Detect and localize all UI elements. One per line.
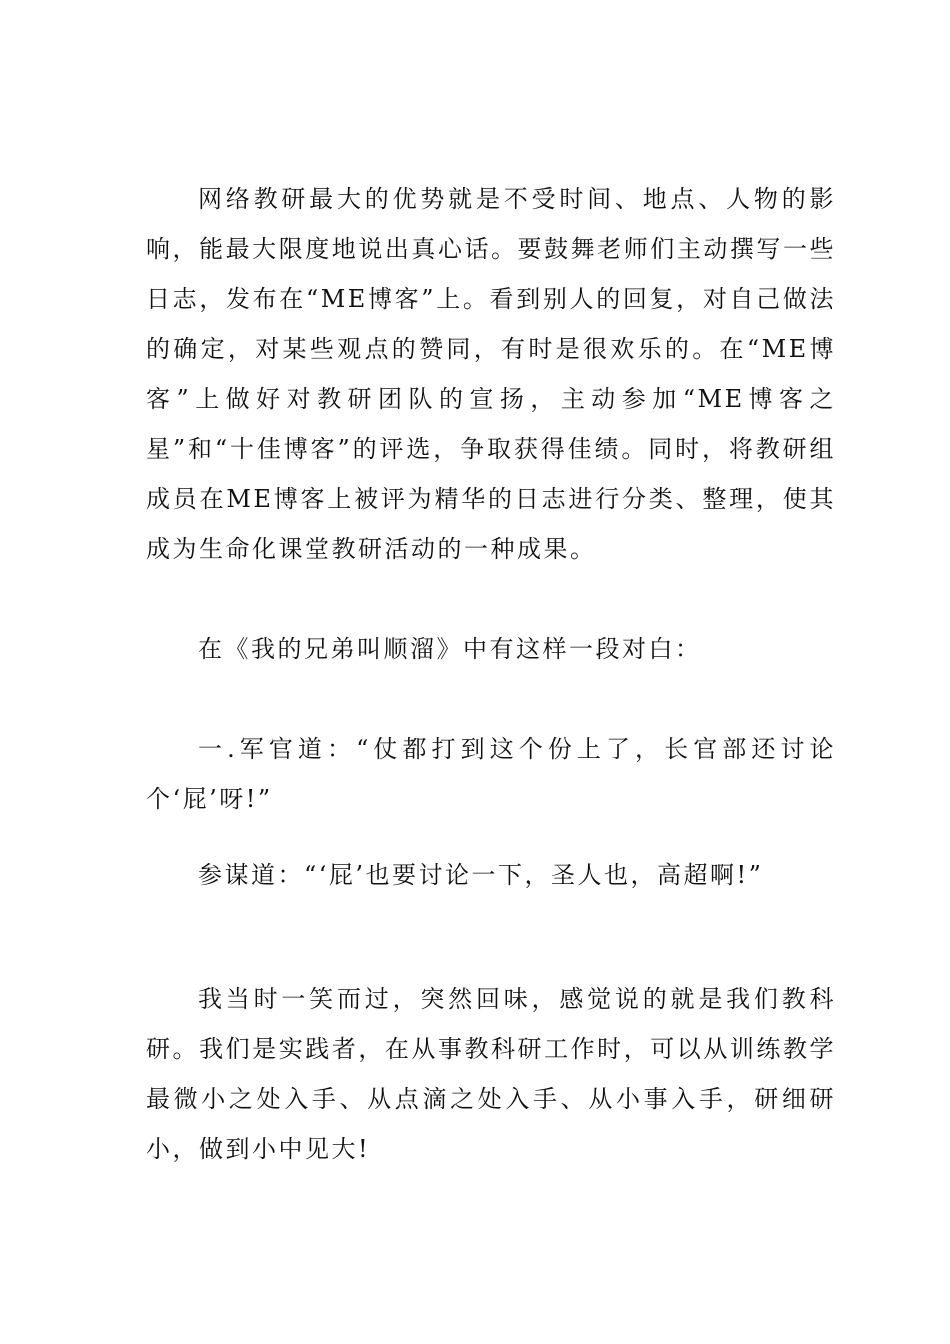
paragraph-staff-quote: 参谋道：“‘屁’也要讨论一下，圣人也，高超啊!” xyxy=(198,861,764,889)
paragraph-officer-quote: 一.军官道：“仗都打到这个份上了，长官部还讨论个‘屁’呀!” xyxy=(146,735,836,813)
paragraph-network-research: 网络教研最大的优势就是不受时间、地点、人物的影响，能最大限度地说出真心话。要鼓舞老师们主动撰写一些日志，发布在“ME博客”上。看到别人的回复，对自己做法的确定，对某些观点的赞同，有时是很欢乐的。在“ME博客”上做好对教研团队的宣扬，主动参加“ME博客之星”和“十佳博客”的评选，争取获得佳绩。同时，将教研组成员在ME博客上被评为精华的日志进行分类、整理，使其成为生命化课堂教研活动的一种成果。 xyxy=(146,185,836,563)
paragraph-reflection: 我当时一笑而过，突然回味，感觉说的就是我们教科研。我们是实践者，在从事教科研工作时，可以从训练教学最微小之处入手、从点滴之处入手、从小事入手，研细研小，做到小中见大! xyxy=(146,985,836,1163)
paragraph-dialogue-intro: 在《我的兄弟叫顺溜》中有这样一段对白： xyxy=(198,635,702,663)
